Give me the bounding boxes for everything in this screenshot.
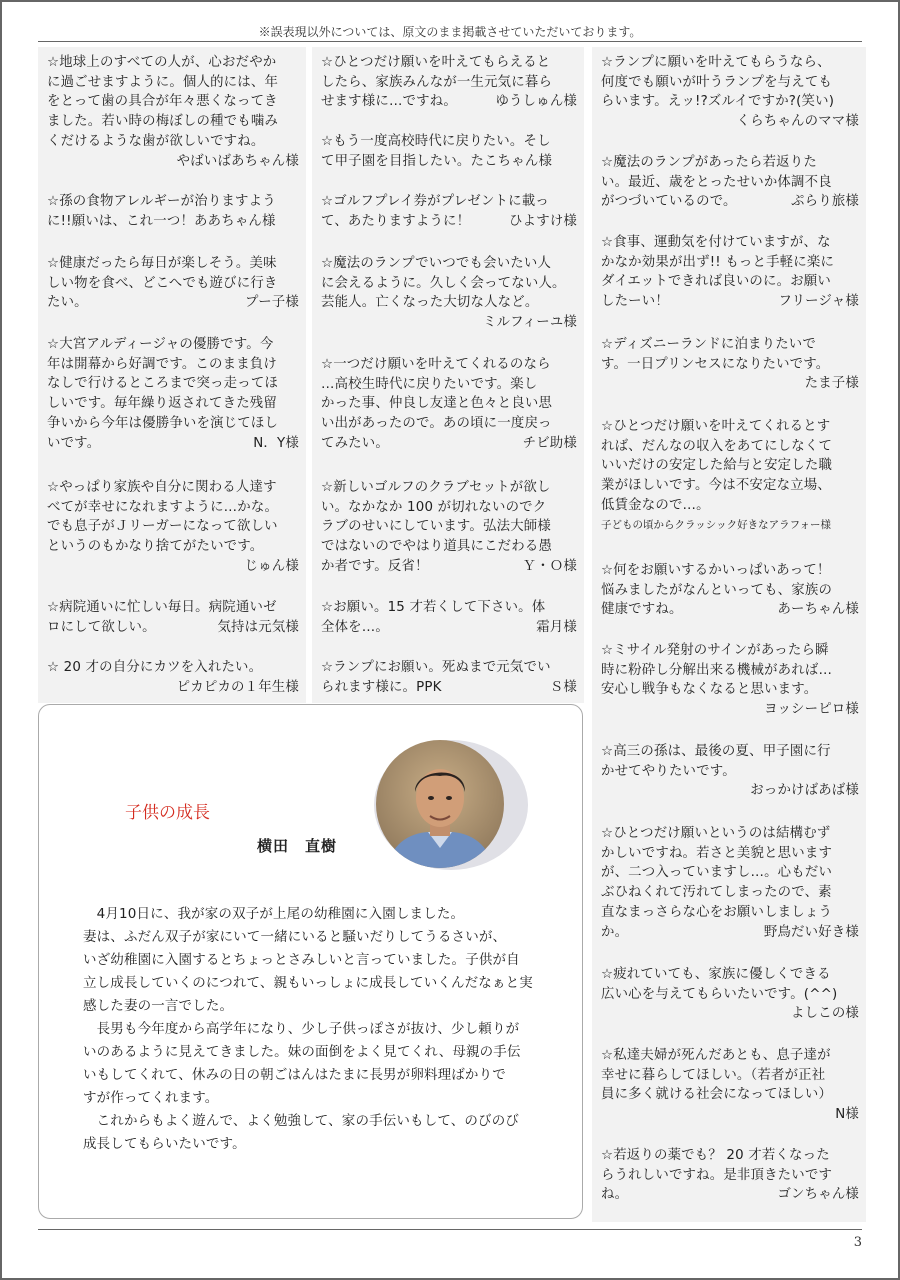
entry-line: に!!願いは、これ一つ！ああちゃん様 — [47, 213, 276, 229]
entry-last-row — [601, 1185, 859, 1205]
entry-line: ☆孫の食物アレルギーが治りますよう — [47, 194, 276, 209]
entry-line: ☆ゴルフプレイ券がプレゼントに載っ — [321, 194, 549, 209]
entry-last-row — [47, 434, 299, 454]
entry-line: いです。 — [47, 435, 101, 451]
entry-line: 年は開幕から好調です。このまま負け — [47, 356, 277, 372]
entry-line: ロにして欲しい。 — [47, 619, 156, 635]
entry-signature: Ｓ様 — [549, 679, 577, 695]
entry-signature: ぷらり旅様 — [791, 194, 859, 210]
column3-entry — [601, 561, 859, 620]
entry-line: に過ごせますように。個人的には、年 — [47, 74, 279, 90]
entry-last-row — [321, 618, 577, 638]
entry-last-row — [47, 293, 299, 313]
entry-line: 健康ですね。 — [601, 602, 683, 618]
entry-line: れば、だんなの収入をあてにしなくて — [601, 438, 833, 454]
entry-line: て甲子園を目指したい。たこちゃん様 — [321, 153, 553, 169]
entry-line: ☆もう一度高校時代に戻りたい。そし — [321, 134, 551, 149]
entry-line: ☆ランプにお願い。死ぬまで元気でい — [321, 660, 551, 675]
author-portrait-image — [376, 740, 504, 868]
column1-entry — [47, 658, 299, 697]
article-line: 立し成長していくのにつれて、親もいっしょに成長していくんだなぁと実 — [83, 975, 533, 991]
entry-signature: 気持は元気様 — [217, 619, 299, 635]
entry-line: ではないのでやはり道具にこだわる愚 — [321, 539, 553, 555]
entry-line: ☆ミサイル発射のサインがあったら瞬 — [601, 643, 829, 658]
entry-line: 安心し戦争もなくなると思います。 — [601, 682, 818, 698]
entry-signature: Ｙ・Ｏ様 — [522, 558, 577, 574]
entry-signature: ピカピカの１年生様 — [176, 679, 299, 695]
entry-line: ☆大宮アルディージャの優勝です。今 — [47, 337, 274, 352]
entry-line: 低賃金なので…。 — [601, 497, 710, 513]
entry-line: べてが幸せになれますように…かな。 — [47, 499, 279, 515]
entry-line: てみたい。 — [321, 435, 389, 451]
entry-last-row — [321, 557, 577, 577]
column1-entry — [47, 53, 299, 171]
entry-line: しい物を食べ、どこへでも遊びに行き — [47, 275, 278, 291]
entry-last-row — [601, 192, 859, 212]
entry-line: ☆ディズニーランドに泊まりたいで — [601, 337, 816, 352]
entry-line: す。一日プリンセスになりたいです。 — [601, 356, 830, 372]
entry-line: ☆病院通いに忙しい毎日。病院通いゼ — [47, 600, 277, 615]
entry-line: ☆ひとつだけ願いを叶えてくれるとす — [601, 419, 831, 434]
entry-line: なしで行けるところまで突っ走ってほ — [47, 376, 279, 392]
entry-signature: たま子様 — [804, 376, 859, 392]
entry-signature: ゴンちゃん様 — [777, 1187, 859, 1203]
entry-line: 悩みましたがなんといっても、家族の — [601, 582, 833, 598]
entry-line: というのもかなり捨てがたいです。 — [47, 539, 264, 555]
entry-signature: おっかけばあば様 — [750, 783, 859, 799]
entry-signature: 子どもの頃からクラッシック好きなアラフォー様 — [601, 518, 832, 531]
entry-line: か者です。反省！ — [321, 558, 429, 574]
entry-line: ☆やっぱり家族や自分に関わる人達す — [47, 480, 277, 495]
entry-signature: くらちゃんのママ様 — [736, 114, 859, 130]
article-line: すが作ってくれます。 — [83, 1090, 219, 1106]
entry-signature: あーちゃん様 — [777, 602, 859, 618]
entry-last-row — [601, 600, 859, 620]
entry-line: い。なかなか 100 が切れないのでク — [321, 499, 547, 515]
entry-line: …高校生時代に戻りたいです。楽し — [321, 376, 538, 392]
column2-entry — [321, 192, 577, 231]
article-title: 子供の成長 — [125, 803, 210, 823]
entry-last-row — [321, 678, 577, 698]
column3-entry — [601, 233, 859, 312]
entry-line: らうれしいですね。是非頂きたいです — [601, 1167, 833, 1183]
entry-line: ☆疲れていても、家族に優しくできる — [601, 967, 831, 982]
entry-line: が、二つ入っていますし…。心もだい — [601, 865, 833, 881]
entry-line: ☆高三の孫は、最後の夏、甲子園に行 — [601, 744, 831, 759]
entry-line: ☆健康だったら毎日が楽しそう。美味 — [47, 256, 277, 271]
entry-line: ☆魔法のランプがあったら若返りた — [601, 155, 817, 170]
entry-line: 広い心を与えてもらいたいです。(^^) — [601, 986, 838, 1002]
entry-line: 業がほしいです。今は不安定な立場、 — [601, 478, 831, 494]
column3-entry — [601, 1146, 859, 1205]
entry-line: かしいですね。若さと美貌と思います — [601, 845, 833, 861]
entry-signature: フリージャ様 — [778, 294, 859, 310]
entry-line: 全体を…。 — [321, 619, 389, 635]
column2-entry — [321, 254, 577, 333]
article-line: いのあるように見えてきました。妹の面倒をよく見てくれ、母親の手伝 — [83, 1044, 521, 1060]
entry-signature: ゆうしゅん様 — [495, 94, 577, 110]
entry-line: ☆私達夫婦が死んだあとも、息子達が — [601, 1048, 831, 1063]
entry-line: 何度でも願いが叶うランプを与えても — [601, 74, 833, 90]
author-photo — [376, 740, 504, 868]
entry-last-row — [47, 618, 299, 638]
column1-entry — [47, 192, 299, 231]
entry-signature: ヨッシーピロ様 — [764, 702, 859, 718]
entry-line: 直なまっさらな心をお願いしましょう — [601, 904, 833, 920]
entry-line: ☆魔法のランプでいつでも会いたい人 — [321, 256, 552, 271]
column3-entry — [601, 153, 859, 212]
column3-entry — [601, 965, 859, 1024]
article-line: 妻は、ふだん双子が家にいて一緒にいると騒いだりしてうるさいが、 — [83, 929, 507, 945]
column3-entry — [601, 742, 859, 801]
entry-signature: じゅん様 — [244, 558, 299, 574]
entry-line: 時に粉砕し分解出来る機械があれば… — [601, 662, 833, 678]
entry-line: い出があったので。あの頃に一度戻っ — [321, 416, 552, 432]
entry-last-row — [321, 212, 577, 232]
entry-line: かなか効果が出ず!! もっと手軽に楽に — [601, 254, 835, 270]
article-line: 感した妻の一言でした。 — [83, 998, 234, 1014]
entry-line: い。最近、歳をとったせいか体調不良 — [601, 174, 832, 190]
column3-entry — [601, 53, 859, 132]
entry-signature: ミルフィーユ様 — [482, 315, 577, 331]
entry-line: ☆一つだけ願いを叶えてくれるのなら — [321, 357, 551, 372]
entry-signature: 霜月様 — [536, 619, 577, 635]
entry-line: ☆何をお願いするかいっぱいあって！ — [601, 563, 831, 578]
entry-line: 争いから今年は優勝争いを演じてほし — [47, 415, 279, 431]
entry-signature: やばいばあちゃん様 — [176, 153, 299, 169]
column3-entry — [601, 417, 859, 535]
entry-signature: プー子様 — [245, 295, 299, 311]
entry-line: ラブのせいにしています。弘法大師様 — [321, 519, 551, 535]
entry-line: ☆ランプに願いを叶えてもらうなら、 — [601, 55, 831, 70]
entry-line: ☆お願い。15 才若くして下さい。体 — [321, 600, 546, 615]
column3-entry — [601, 641, 859, 720]
entry-line: か。 — [601, 924, 629, 940]
entry-line: ね。 — [601, 1187, 629, 1203]
footer-rule — [38, 1229, 862, 1230]
article-line: いもしてくれて、休みの日の朝ごはんはたまに長男が卵料理ばかりで — [83, 1067, 506, 1083]
article-line: これからもよく遊んで、よく勉強して、家の手伝いもして、のびのび — [83, 1113, 519, 1129]
entry-line: 幸せに暮らしてほしい。（若者が正社 — [601, 1067, 826, 1083]
entry-line: いいだけの安定した給与と安定した職 — [601, 458, 833, 474]
column1-entry — [47, 598, 299, 637]
entry-line: 員に多く就ける社会になってほしい） — [601, 1087, 833, 1103]
entry-line: られます様に。PPK — [321, 679, 442, 695]
entry-line: ☆食事、運動気を付けていますが、な — [601, 235, 831, 250]
entry-line: ☆ひとつだけ願いを叶えてもらえると — [321, 55, 551, 70]
entry-line: かった事、仲良し友達と色々と良い思 — [321, 396, 553, 412]
entry-line: したら、家族みんなが一生元気に暮ら — [321, 74, 553, 90]
entry-line: ☆地球上のすべての人が、心おだやか — [47, 55, 277, 70]
header-note: ※誤表現以外については、原文のまま掲載させていただいております。 — [258, 25, 642, 39]
entry-line: がつづいているので。 — [601, 194, 737, 210]
entry-line: かせてやりたいです。 — [601, 763, 736, 779]
entry-line: ☆ひとつだけ願いというのは結構むず — [601, 826, 831, 841]
column2-entry — [321, 598, 577, 637]
header-rule — [38, 41, 862, 42]
column2-entry — [321, 132, 577, 171]
page-number: 3 — [853, 1235, 862, 1250]
article-line: 長男も今年度から高学年になり、少し子供っぽさが抜け、少し頼りが — [83, 1021, 520, 1037]
column1-entry — [47, 335, 299, 453]
column1-entry — [47, 254, 299, 313]
entry-line: に会えるように。久しく会ってない人。 — [321, 275, 566, 291]
entry-line: 芸能人。亡くなった大切な人など。 — [321, 295, 539, 311]
article-line: いざ幼稚園に入園するとちょっとさみしいと言っていました。子供が自 — [83, 952, 520, 968]
column2-entry — [321, 478, 577, 577]
entry-line: ☆ 20 才の自分にカツを入れたい。 — [47, 660, 263, 675]
article-line: 成長してもらいたいです。 — [83, 1136, 246, 1152]
entry-last-row — [321, 92, 577, 112]
column3-entry — [601, 335, 859, 394]
entry-line: せます様に…ですね。 — [321, 94, 457, 110]
column2-entry — [321, 355, 577, 454]
article-author: 横田 直樹 — [257, 837, 338, 855]
column3-entry — [601, 824, 859, 942]
entry-line: でも息子がＪリーガーになって欲しい — [47, 519, 278, 535]
entry-signature: チビ助様 — [522, 435, 577, 451]
entry-line: ☆若返りの薬でも？ 20 才若くなった — [601, 1148, 830, 1163]
entry-line: くだけるような歯が欲しいですね。 — [47, 133, 265, 149]
entry-last-row — [601, 923, 859, 943]
entry-line: しいです。毎年繰り返されてきた残留 — [47, 396, 277, 412]
entry-line: て、あたりますように！ — [321, 213, 471, 229]
column2-entry — [321, 53, 577, 112]
entry-line: ました。若い時の梅ぼしの種でも噛み — [47, 114, 279, 130]
entry-signature: N．Y様 — [253, 435, 299, 451]
column3-entry — [601, 1046, 859, 1125]
entry-line: ダイエットできれば良いのに。お願い — [601, 274, 831, 290]
entry-signature: よしこの様 — [791, 1006, 859, 1022]
entry-line: ぶひねくれて汚れてしまったので、素 — [601, 885, 832, 901]
column2-entry — [321, 658, 577, 697]
entry-last-row — [601, 292, 859, 312]
article-line: 4月10日に、我が家の双子が上尾の幼稚園に入園しました。 — [83, 906, 465, 922]
entry-line: ☆新しいゴルフのクラブセットが欲し — [321, 480, 551, 495]
entry-last-row — [321, 434, 577, 454]
entry-line: たい。 — [47, 295, 88, 311]
entry-signature: N様 — [835, 1107, 859, 1123]
entry-signature: 野鳥だい好き様 — [763, 924, 859, 940]
entry-line: らいます。えッ!?ズルイですか?(笑い) — [601, 94, 835, 110]
article-body — [83, 903, 553, 1156]
entry-line: したーい！ — [601, 294, 669, 310]
entry-signature: ひよすけ様 — [509, 213, 577, 229]
entry-line: をとって歯の具合が年々悪くなってき — [47, 94, 278, 110]
column1-entry — [47, 478, 299, 577]
